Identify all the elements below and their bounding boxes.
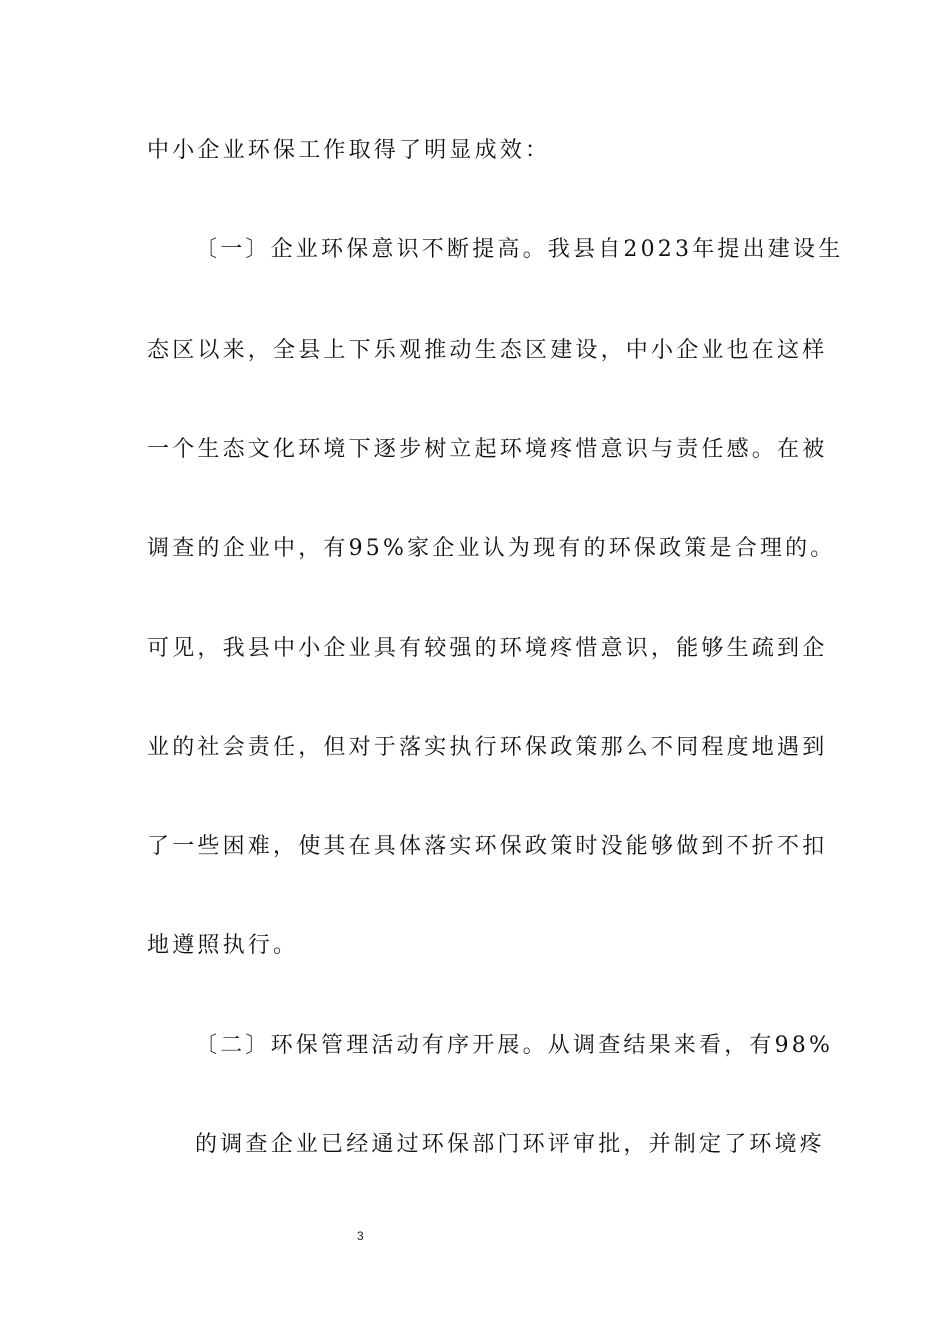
text-line: 〔二〕环保管理活动有序开展。从调查结果来看，有98% (195, 1033, 834, 1058)
text-line: 的调查企业已经通过环保部门环评审批，并制定了环境疼 (195, 1132, 826, 1157)
text-line: 态区以来，全县上下乐观推动生态区建设，中小企业也在这样 (147, 338, 828, 363)
text-line: 地遵照执行。 (147, 933, 299, 958)
text-line: 业的社会责任，但对于落实执行环保政策那么不同程度地遇到 (147, 735, 828, 760)
text-line: 调查的企业中，有95%家企业认为现有的环保政策是合理的。 (147, 536, 836, 561)
text-line: 中小企业环保工作取得了明显成效： (147, 138, 551, 163)
text-line: 了一些困难，使其在具体落实环保政策时没能够做到不折不扣 (147, 834, 828, 859)
text-line: 〔一〕企业环保意识不断提高。我县自2023年提出建设生 (195, 237, 844, 262)
text-line: 可见，我县中小企业具有较强的环境疼惜意识，能够生疏到企 (147, 636, 828, 661)
text-line: 一个生态文化环境下逐步树立起环境疼惜意识与责任感。在被 (147, 437, 828, 462)
page-number: 3 (357, 1229, 364, 1243)
